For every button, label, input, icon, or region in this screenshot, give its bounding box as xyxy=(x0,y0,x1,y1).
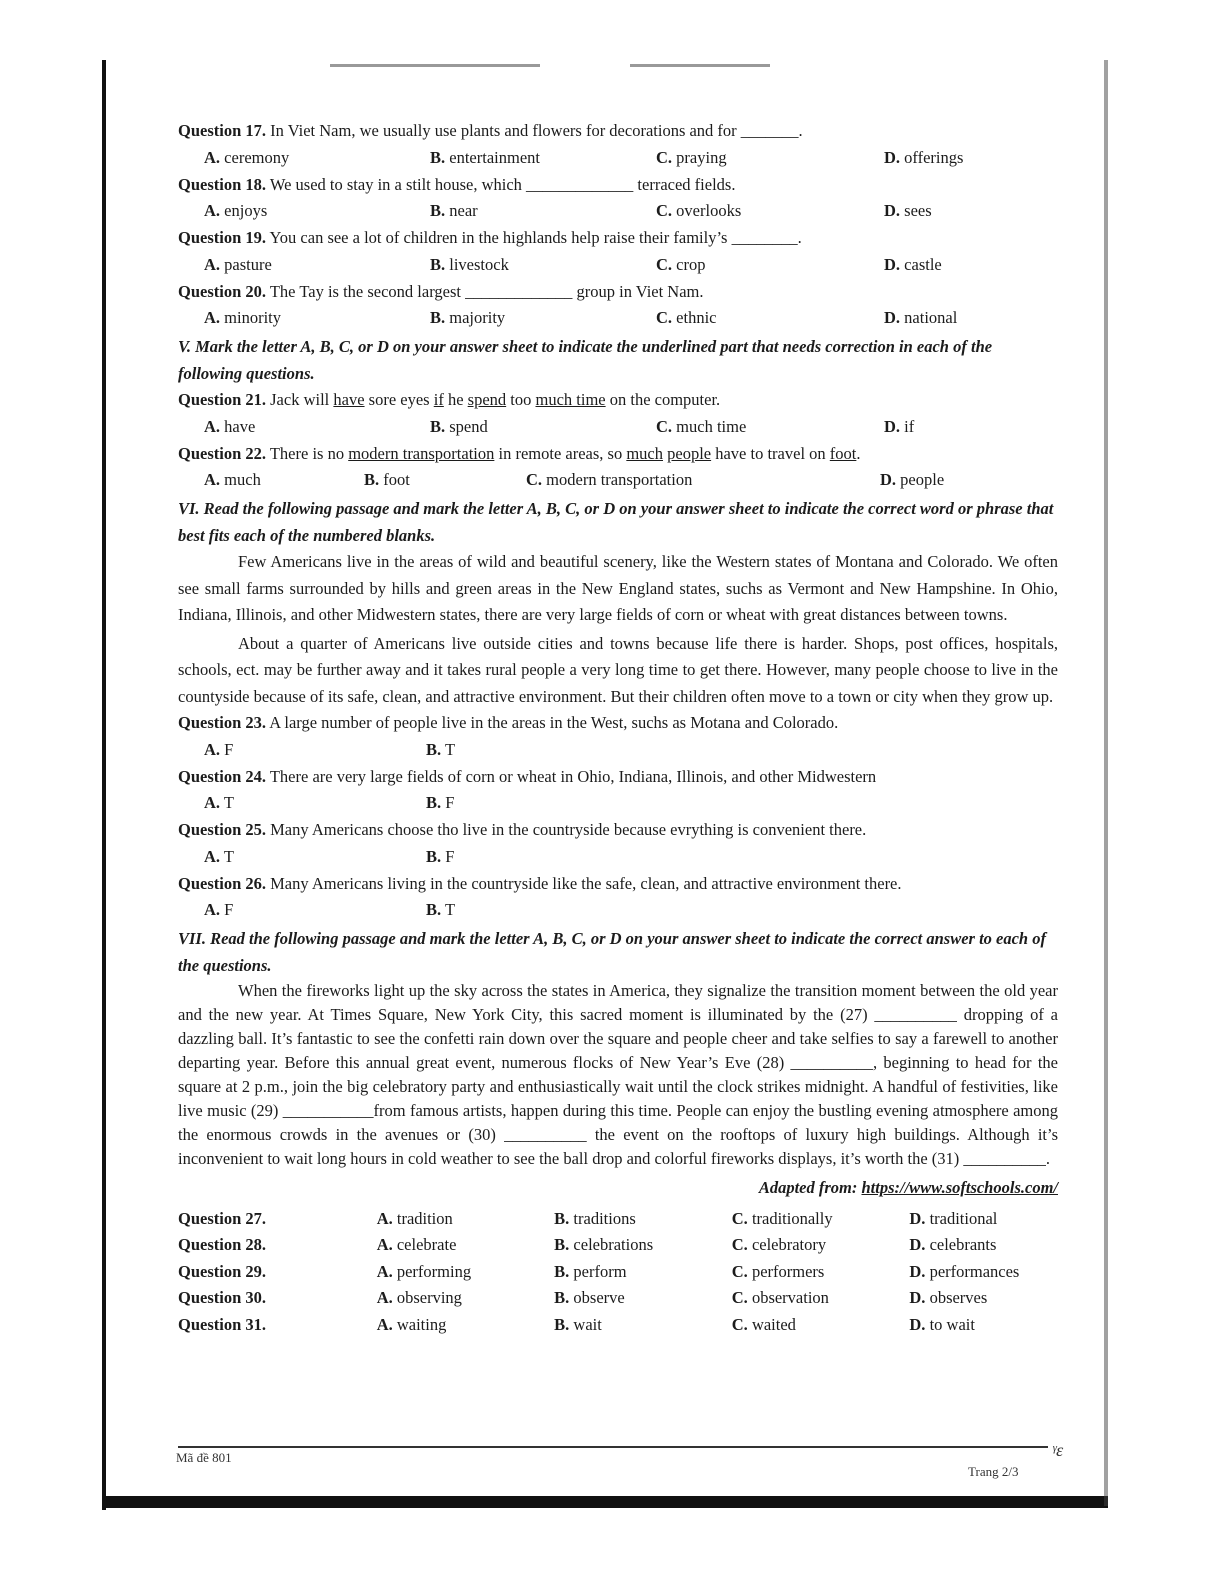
underlined-part: spend xyxy=(467,390,507,409)
question-17 xyxy=(178,118,1058,145)
option-a: A. enjoys xyxy=(204,201,268,220)
question-number: Question 22. xyxy=(178,443,267,463)
top-rule-right xyxy=(630,64,770,67)
question-text: The Tay is the second largest _____________ group in Viet Nam. xyxy=(266,281,704,301)
option-a: A. T xyxy=(204,846,234,866)
option-b: B. perform xyxy=(554,1261,627,1281)
option-a: A. observing xyxy=(376,1288,462,1307)
question-18 xyxy=(178,172,1058,199)
question-22: Question 22. There is no modern transportation in remote areas, so much people have to travel on foot. xyxy=(178,443,861,463)
passage-vi-paragraph-2: About a quarter of Americans live outside cities and towns because life there is harder. Shops, post offices, hospitals, schools, ect. may be further away and it takes rural people a very long time to get there. However, many people choose to live in the countyside because of its safe, clean, and attractive environment. But their children often move to a town or city when they grow up. xyxy=(178,633,1058,706)
option-b: B. foot xyxy=(364,470,410,489)
top-rule-left xyxy=(330,64,540,67)
option-a: A. much xyxy=(204,470,261,489)
option-b: B. T xyxy=(426,739,456,759)
question-17-options xyxy=(204,145,1058,172)
underlined-part: if xyxy=(433,390,444,409)
option-a: A. performing xyxy=(376,1261,472,1281)
question-23-options xyxy=(204,737,1058,764)
section-vi-heading: VI. Read the following passage and mark the letter A, B, C, or D on your answer sheet to indicate the correct word or phrase that best fits each of the numbered blanks. xyxy=(178,499,1054,545)
question-number: Question 17. xyxy=(178,121,267,140)
question-26 xyxy=(178,871,1058,898)
question-19 xyxy=(178,225,1058,252)
section-vii-heading: VII. Read the following passage and mark the letter A, B, C, or D on your answer sheet to indicate the correct answer to each of the questions. xyxy=(178,929,1046,975)
option-d: D. observes xyxy=(909,1288,988,1307)
scan-border-bottom xyxy=(102,1496,1108,1508)
answer-grid-row xyxy=(178,1285,1058,1312)
option-b: B. traditions xyxy=(554,1208,636,1228)
option-c: C. waited xyxy=(731,1314,796,1334)
option-c: C. much time xyxy=(656,416,747,436)
question-21: Question 21. Jack will have sore eyes if he spend too much time on the computer. xyxy=(178,390,721,409)
option-b: B. observe xyxy=(554,1288,625,1307)
option-a: A. F xyxy=(204,900,234,919)
question-21-options xyxy=(204,414,1058,441)
question-20-options xyxy=(204,305,1058,332)
question-number: Question 19. xyxy=(178,228,267,247)
question-number: Question 29. xyxy=(178,1261,267,1281)
option-a: A. waiting xyxy=(376,1314,447,1334)
question-23 xyxy=(178,710,1058,737)
option-d: D. castle xyxy=(884,254,942,274)
passage-vi-paragraph-1: Few Americans live in the areas of wild and beautiful scenery, like the Western states of Montana and Colorado. We often see small farms surrounded by hills and green areas in the New England states, suchs as Vermont and New Hampshine. In Ohio, Indiana, Illinois, and other Midwestern states, there are very large fields of corn or wheat with great distances between towns. xyxy=(178,552,1058,624)
question-number: Question 23. xyxy=(178,713,267,732)
underlined-part: people xyxy=(667,443,712,463)
option-b: B. livestock xyxy=(430,254,509,274)
question-number: Question 18. xyxy=(178,174,267,194)
answer-grid-row xyxy=(178,1312,1058,1339)
underlined-part: much xyxy=(626,443,663,463)
option-c: C. praying xyxy=(656,147,727,167)
option-d: D. performances xyxy=(909,1261,1020,1281)
option-b: B. T xyxy=(426,900,456,919)
option-d: D. to wait xyxy=(909,1314,975,1334)
option-c: C. crop xyxy=(656,254,706,274)
option-a: A. F xyxy=(204,739,234,759)
question-number: Question 25. xyxy=(178,820,267,839)
question-number: Question 26. xyxy=(178,873,267,893)
option-b: B. celebrations xyxy=(554,1235,654,1254)
question-number: Question 27. xyxy=(178,1208,267,1228)
option-d: D. if xyxy=(884,416,915,436)
option-c: C. ethnic xyxy=(656,308,717,327)
footer-rule xyxy=(178,1446,1048,1448)
option-b: B. entertainment xyxy=(430,147,540,167)
option-c: C. traditionally xyxy=(731,1208,833,1228)
question-text: A large number of people live in the areas in the West, suchs as Motana and Colorado. xyxy=(266,713,839,732)
option-d: D. celebrants xyxy=(909,1235,997,1254)
option-c: C. observation xyxy=(731,1288,829,1307)
option-d: D. offerings xyxy=(884,147,964,167)
underlined-part: modern transportation xyxy=(348,443,495,463)
question-text: In Viet Nam, we usually use plants and flowers for decorations and for _______. xyxy=(266,121,803,140)
option-d: D. traditional xyxy=(909,1208,998,1228)
option-a: A. ceremony xyxy=(204,147,290,167)
option-c: C. celebratory xyxy=(731,1235,827,1254)
question-number: Question 20. xyxy=(178,281,267,301)
question-text: You can see a lot of children in the highlands help raise their family’s ________. xyxy=(266,228,802,247)
question-number: Question 31. xyxy=(178,1314,267,1334)
option-b: B. F xyxy=(426,793,455,812)
scan-border-left xyxy=(102,60,106,1510)
option-c: C. overlooks xyxy=(656,201,742,220)
answer-grid-row xyxy=(178,1232,1058,1259)
answer-grid-row xyxy=(178,1259,1058,1286)
underlined-part: foot xyxy=(829,443,857,463)
question-24 xyxy=(178,764,1058,791)
question-text: There are very large fields of corn or wheat in Ohio, Indiana, Illinois, and other Midwestern xyxy=(266,766,877,786)
source-attribution: Adapted from: https://www.softschools.com/ xyxy=(758,1178,1058,1197)
answer-grid-row xyxy=(178,1206,1058,1233)
source-url: https://www.softschools.com/ xyxy=(861,1178,1058,1197)
option-c: C. modern transportation xyxy=(526,470,693,489)
question-19-options xyxy=(204,252,1058,279)
question-22-options xyxy=(204,467,1058,494)
option-d: D. national xyxy=(884,308,958,327)
question-20 xyxy=(178,279,1058,306)
exam-page xyxy=(178,118,1058,1338)
option-a: A. celebrate xyxy=(376,1235,457,1254)
option-b: B. near xyxy=(430,201,478,220)
underlined-part: have xyxy=(333,390,365,409)
option-b: B. spend xyxy=(430,416,488,436)
option-b: B. wait xyxy=(554,1314,602,1334)
handwritten-initial: ᵞɛ xyxy=(1052,1440,1064,1460)
page-number: Trang 2/3 xyxy=(968,1464,1019,1479)
question-18-options xyxy=(204,198,1058,225)
question-number: Question 24. xyxy=(178,766,267,786)
option-d: D. people xyxy=(880,470,945,489)
section-v-heading: V. Mark the letter A, B, C, or D on your answer sheet to indicate the underlined part that needs correction in each of the following questions. xyxy=(178,337,993,383)
question-number: Question 28. xyxy=(178,1235,267,1254)
option-a: A. have xyxy=(204,416,256,436)
question-25-options xyxy=(204,844,1058,871)
option-a: A. pasture xyxy=(204,254,272,274)
question-24-options xyxy=(204,790,1058,817)
question-text: We used to stay in a stilt house, which _____________ terraced fields. xyxy=(266,174,736,194)
answer-grid xyxy=(178,1206,1058,1339)
question-number: Question 30. xyxy=(178,1288,267,1307)
option-a: A. T xyxy=(204,793,234,812)
option-c: C. performers xyxy=(731,1261,825,1281)
question-25 xyxy=(178,817,1058,844)
question-26-options xyxy=(204,897,1058,924)
exam-code: Mã đề 801 xyxy=(176,1450,232,1465)
option-b: B. majority xyxy=(430,308,506,327)
option-d: D. sees xyxy=(884,201,932,220)
option-a: A. tradition xyxy=(376,1208,453,1228)
passage-vii: When the fireworks light up the sky across the states in America, they signalize the transition moment between the old year and the new year. At Times Square, New York City, this sacred moment is illuminated by the (27) __________ dropping of a dazzling ball. It’s fantastic to see the confetti rain down over the square and people cheer and take selfies to say a farewell to another departing year. Before this annual great event, numerous flocks of New Year’s Eve (28) __________, beginning to head for the square at 2 p.m., join the big celebratory party and enthusiastically wait until the clock strikes midnight. A handful of festivities, like live music (29) ___________from famous artists, happen during this time. People can enjoy the bustling evening atmosphere among the enormous crowds in the avenues or (30) __________ the event on the rooftops of luxury high buildings. Although it’s inconvenient to wait long hours in cold weather to see the ball drop and colorful fireworks displays, it’s worth the (31) __________. xyxy=(178,981,1058,1168)
underlined-part: much time xyxy=(535,390,606,409)
question-number: Question 21. xyxy=(178,390,267,409)
option-a: A. minority xyxy=(204,308,282,327)
option-b: B. F xyxy=(426,846,455,866)
question-text: Many Americans living in the countryside like the safe, clean, and attractive environment there. xyxy=(266,873,902,893)
question-text: Many Americans choose tho live in the countryside because evrything is convenient there. xyxy=(266,820,867,839)
scan-border-right xyxy=(1104,60,1108,1506)
